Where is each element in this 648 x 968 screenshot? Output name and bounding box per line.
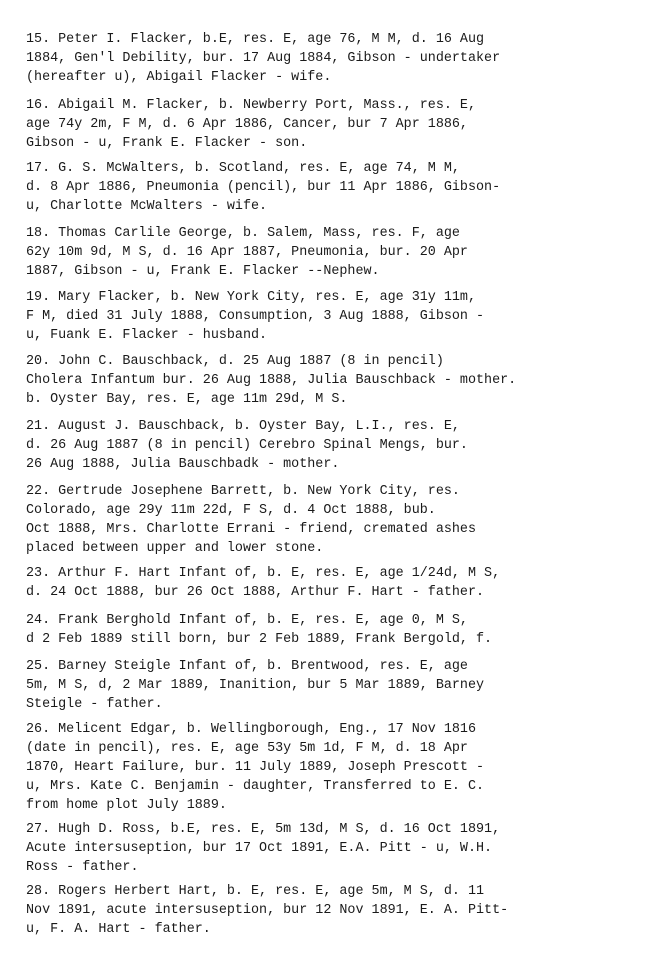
entry-line: 17. G. S. McWalters, b. Scotland, res. E, age 74, M M, <box>26 161 460 176</box>
entry-20 <box>26 352 636 409</box>
entry-line: 24. Frank Berghold Infant of, b. E, res. E, age 0, M S, <box>26 613 468 628</box>
entry-27 <box>26 820 636 877</box>
entry-line: 22. Gertrude Josephene Barrett, b. New York City, res. <box>26 484 460 499</box>
entry-line: u, Charlotte McWalters - wife. <box>26 199 268 214</box>
entry-line: 26. Melicent Edgar, b. Wellingborough, Eng., 17 Nov 1816 <box>26 722 476 737</box>
entry-23 <box>26 564 636 602</box>
entry-line: d. 8 Apr 1886, Pneumonia (pencil), bur 11 Apr 1886, Gibson- <box>26 180 501 195</box>
entry-line: Oct 1888, Mrs. Charlotte Errani - friend, cremated ashes <box>26 522 476 537</box>
entry-line: 16. Abigail M. Flacker, b. Newberry Port, Mass., res. E, <box>26 98 476 113</box>
entry-line: Colorado, age 29y 11m 22d, F S, d. 4 Oct 1888, bub. <box>26 503 436 518</box>
entry-line: u, F. A. Hart - father. <box>26 922 211 937</box>
entry-line: 21. August J. Bauschback, b. Oyster Bay, L.I., res. E, <box>26 419 460 434</box>
entry-21 <box>26 417 636 474</box>
entry-28 <box>26 882 636 939</box>
entry-26 <box>26 720 636 815</box>
entry-22 <box>26 482 636 558</box>
entry-line: 62y 10m 9d, M S, d. 16 Apr 1887, Pneumonia, bur. 20 Apr <box>26 245 468 260</box>
entry-line: u, Fuank E. Flacker - husband. <box>26 328 268 343</box>
entry-line: Gibson - u, Frank E. Flacker - son. <box>26 136 308 151</box>
entry-line: (date in pencil), res. E, age 53y 5m 1d, F M, d. 18 Apr <box>26 741 468 756</box>
entry-line: 18. Thomas Carlile George, b. Salem, Mass, res. F, age <box>26 226 460 241</box>
entry-line: Acute intersuseption, bur 17 Oct 1891, E.A. Pitt - u, W.H. <box>26 841 493 856</box>
entry-line: Ross - father. <box>26 860 139 875</box>
entry-16 <box>26 96 636 153</box>
entry-line: 1870, Heart Failure, bur. 11 July 1889, Joseph Prescott - <box>26 760 485 775</box>
entry-line: 19. Mary Flacker, b. New York City, res. E, age 31y 11m, <box>26 290 476 305</box>
entry-line: 28. Rogers Herbert Hart, b. E, res. E, age 5m, M S, d. 11 <box>26 884 485 899</box>
entry-line: placed between upper and lower stone. <box>26 541 324 556</box>
entry-line: from home plot July 1889. <box>26 798 227 813</box>
entry-15 <box>26 30 636 87</box>
entry-line: age 74y 2m, F M, d. 6 Apr 1886, Cancer, bur 7 Apr 1886, <box>26 117 468 132</box>
entry-line: 27. Hugh D. Ross, b.E, res. E, 5m 13d, M S, d. 16 Oct 1891, <box>26 822 501 837</box>
entry-line: d 2 Feb 1889 still born, bur 2 Feb 1889, Frank Bergold, f. <box>26 632 493 647</box>
entry-line: Steigle - father. <box>26 697 163 712</box>
entry-line: d. 26 Aug 1887 (8 in pencil) Cerebro Spinal Mengs, bur. <box>26 438 468 453</box>
entry-line: 20. John C. Bauschback, d. 25 Aug 1887 (8 in pencil) <box>26 354 444 369</box>
entry-line: 23. Arthur F. Hart Infant of, b. E, res. E, age 1/24d, M S, <box>26 566 501 581</box>
entry-line: F M, died 31 July 1888, Consumption, 3 Aug 1888, Gibson - <box>26 309 485 324</box>
entry-25 <box>26 657 636 714</box>
entry-line: 15. Peter I. Flacker, b.E, res. E, age 76, M M, d. 16 Aug <box>26 32 485 47</box>
entry-line: 5m, M S, d, 2 Mar 1889, Inanition, bur 5 Mar 1889, Barney <box>26 678 485 693</box>
entry-line: b. Oyster Bay, res. E, age 11m 29d, M S. <box>26 392 348 407</box>
entry-line: 1884, Gen'l Debility, bur. 17 Aug 1884, Gibson - undertaker <box>26 51 501 66</box>
entry-line: Cholera Infantum bur. 26 Aug 1888, Julia Bauschback - mother. <box>26 373 517 388</box>
entry-18 <box>26 224 636 281</box>
entry-line: 26 Aug 1888, Julia Bauschbadk - mother. <box>26 457 340 472</box>
entry-19 <box>26 288 636 345</box>
entry-line: 25. Barney Steigle Infant of, b. Brentwood, res. E, age <box>26 659 468 674</box>
entry-line: (hereafter u), Abigail Flacker - wife. <box>26 70 332 85</box>
entry-24 <box>26 611 636 649</box>
entry-line: Nov 1891, acute intersuseption, bur 12 Nov 1891, E. A. Pitt- <box>26 903 509 918</box>
entry-line: 1887, Gibson - u, Frank E. Flacker --Nephew. <box>26 264 380 279</box>
entry-line: d. 24 Oct 1888, bur 26 Oct 1888, Arthur F. Hart - father. <box>26 585 485 600</box>
entry-line: u, Mrs. Kate C. Benjamin - daughter, Transferred to E. C. <box>26 779 485 794</box>
entry-17 <box>26 159 636 216</box>
